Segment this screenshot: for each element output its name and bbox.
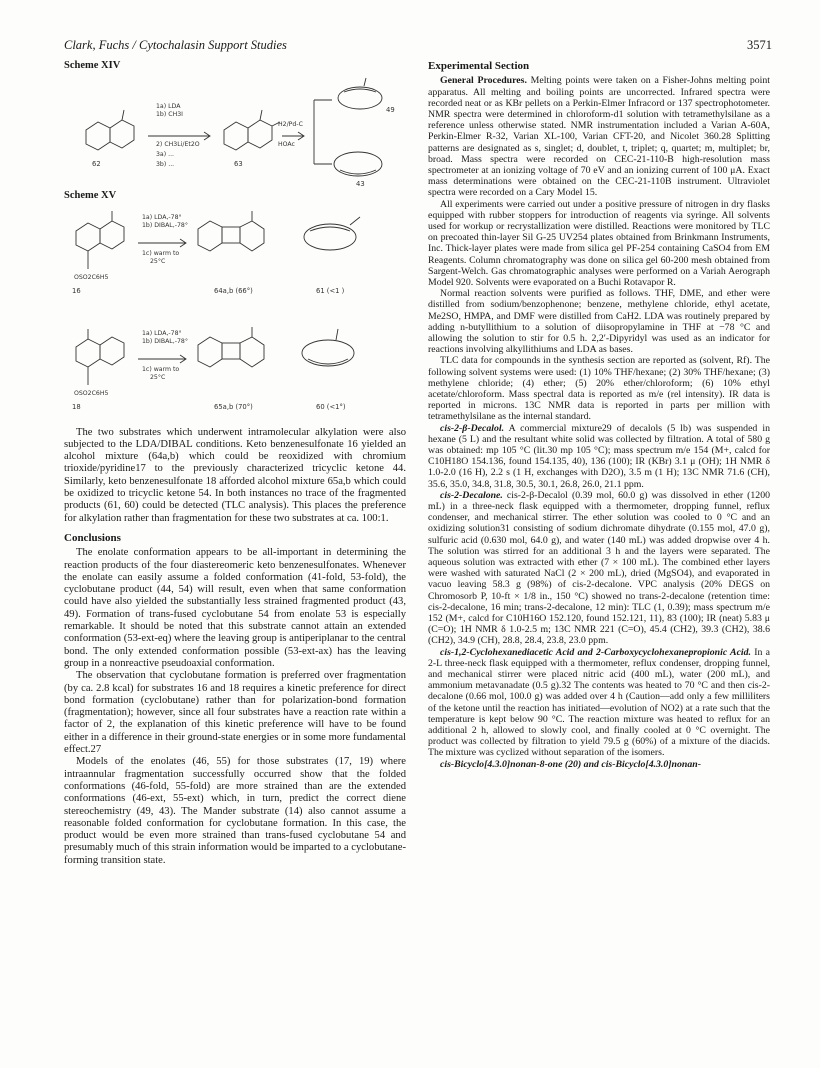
svg-text:2) CH3Li/Et2O: 2) CH3Li/Et2O [156, 141, 200, 149]
paragraph-conclusions-1: The enolate conformation appears to be all-important in determining the reaction products of the four diastereomeric keto benzenesulfonates. Whenever the enolate can easily assume a folded conformation (41-fold, 53-fold), the cyclobutane product (44, 54) will result, even when that same conformation could have also yielded the substantially less strained fragmented product (43, 49). Formation of trans-fused cyclobutane 54 from enolate 53 is especially remarkable. It should be noted that this substrate cannot attain an extended conformation (53-ext-eq) where the leaving group is antiperiplanar to the central bond. The only extended conformation possible (53-ext-ax) has the leaving group in a nonreactive pseudoaxial conformation. [64, 547, 406, 669]
left-body-text [64, 427, 406, 867]
general-procedures-head: General Procedures. [440, 75, 527, 87]
scheme-15-figure [64, 203, 406, 439]
s15-r1-reagent-4: 25°C [150, 257, 166, 265]
decalone-head: cis-2-Decalone. [440, 489, 503, 501]
svg-text:HOAc: HOAc [278, 141, 295, 149]
compound-18-label: 18 [72, 402, 81, 411]
paragraph-conclusions-2: The observation that cyclobutane formation is preferred over fragmentation (by ca. 2.8 kcal) for substrates 16 and 18 requires a kinetic preference for direct bond formation (cyclobutane) rather than for polarization-bond formation (fragmentation); however, since all four substrates have a reaction rate within a factor of 2, the explanation of this kinetic preference will have to be found either in a difference in their ground-state energies or in some more fundamental effect.27 [64, 670, 406, 756]
compound-63-label: 63 [234, 160, 243, 169]
diacetic-text: In a 2-L three-neck flask equipped with a thermometer, reflux condenser, dropping funnel, and mechanical stirrer were placed nitric acid (400 mL), water (200 mL), and ammonium metavanadate (0.5 g).32 The contents was heated to 70 °C and then cis-2-decalone (0.66 mol, 100.0 g) was added over 4 h (Caution—add only a few milliliters of the ketone until the reaction has initiated—evolution of NO2) at a rate such that the temperature is kept below 90 °C. The reaction mixture was heated to reflux for an additional 2 h, allowed to slowly cool, and finally cooled at 0 °C overnight. The product was collected by filtration to yield 79.5 g (60%) of a mixture of the diacids. The mixture was cyclized without separation of the isomers. [428, 646, 771, 759]
decalone-text: cis-2-β-Decalol (0.39 mol, 60.0 g) was dissolved in ether (1200 mL) in a three-neck flask equipped with a thermometer, dropping funnel, reflux condenser, and mechanical stirrer. The ether solution was cooled to 0 °C and an oxidizing solution31 consisting of sodium dichromate dihydrate (0.155 mol, 47.0 g), sulfuric acid (0.630 mol, 64.0 g), and water (140 mL) was added dropwise over 4 h. The solution was stirred for an additional 3 h and the layers were separated. The aqueous solution was extracted with ether (7 × 100 mL). The combined ether layers were washed with saturated NaCl (2 × 200 mL), dried (MgSO4), and evaporated in vacuo leaving 58.3 g (98%) of cis-2-decalone. VPC analysis (20% DEGS on Chromosorb P, 10-ft × 1/8 in., 150 °C) showed no trans-2-decalone (retention time: cis-2-decalone, 16 min; trans-2-decalone, 12 min): TLC (1, 0.39); mass spectrum m/e 152 (M+, calcd for C10H16O 152.120, found 152.121, 11), 83 (100); IR (neat) 5.83 μ (C=O); 1H NMR δ 1.0-2.5 m; 13C NMR 221 (C=O), 45.4 (CH2), 39.3 (CH2), 38.6 (CH2), 34.9 (CH), 28.8, 28.4, 23.8, 23.0 ppm. [428, 489, 770, 647]
compound-49-label: 49 [386, 106, 395, 115]
svg-text:1b) CH3I: 1b) CH3I [156, 111, 183, 119]
running-header [64, 38, 772, 54]
svg-text:H2/Pd-C: H2/Pd-C [278, 121, 303, 129]
paragraph-tlc: TLC data for compounds in the synthesis section are reported as (solvent, Rf). The following solvent systems were used: (1) 10% THF/hexane; (2) 30% THF/hexane; (3) methylene chloride; (4) ether; (5) 20% ether/chloroform; (6) 10% ethyl acetate/chloroform. Mass spectral data is reported as m/e (rel intensity). IR data is reported in microns. 13C NMR data is reported in parts per million with tetramethylsilane as the internal standard. [428, 355, 770, 423]
svg-text:1a) LDA: 1a) LDA [156, 103, 181, 111]
svg-text:3a) ...: 3a) ... [156, 151, 175, 159]
page-number: 3571 [747, 38, 772, 52]
general-procedures-text: Melting points were taken on a Fisher-Johns melting point apparatus. All melting and boiling points are uncorrected. Infrared spectra were recorded neat or as KBr pellets on a Perkin-Elmer Infracord or 137 spectrophotometer. NMR spectra were determined in chloroform-d1 solution with tetramethylsilane as a reference unless otherwise stated. NMR instrumentation included a Varian A-60A, Perkin-Elmer R-32, Varian XL-100, Varian CFT-20, and Nicolet 360.28 Splitting patterns are designated as s, singlet; d, doublet, t, triplet; q, quartet; m, multiplet; br, broad. Mass spectra were recorded on CEC-21-110-B high-resolution mass spectrometer at an ionizing voltage of 70 eV and an ionizing current of 100 μA. Exact mass determinations were obtained on the CEC-21-110B instrument. Ultraviolet spectra were recorded on a Cary Model 15. [428, 75, 770, 199]
compound-61-label: 61 (<1 ) [316, 286, 345, 295]
paragraph-atmosphere: All experiments were carried out under a positive pressure of nitrogen in dry flasks equipped with rubber stoppers for introduction of reagents via syringe. All solvents used for workup or recrystallization were distilled. Reactions were monitored by TLC on precoated thin-layer Sil G-25 UV254 plates obtained from Brinkmann Instruments, Inc. Thick-layer plates were made from silica gel PF-254 containing CaSO4 from EM Reagents. Column chromatography was done on silica gel 60-200 mesh obtained from Sargent-Welch. Gas chromatographic analyses were performed on a Variah Aerograph Model 920. Solvents were evaporated on a Buchi Rotavapor R. [428, 198, 770, 288]
scheme-14-label: Scheme XIV [64, 60, 121, 71]
s15-r2-reagent-2: 1b) DIBAL,-78° [142, 337, 188, 345]
s15-r2-reagent-4: 25°C [150, 373, 166, 381]
s15-r1-reagent-2: 1b) DIBAL,-78° [142, 221, 188, 229]
svg-text:3b) ...: 3b) ... [156, 161, 175, 169]
right-column [428, 60, 770, 770]
decalol-text: A commercial mixture29 of decalols (5 lb) was suspended in hexane (5 L) and the resultant white solid was collected by filtration. A total of 580 g was obtained: mp 105 °C (lit.30 mp 105 °C); mass spectrum m/e 154 (M+, calcd for C10H18O 154.136, found 154.135, 40), 136 (100); IR (KBr) 3.1 μ (OH); 1H NMR δ 1.0-2.0 (16 H), 2.2 s (1 H, exchanges with D2O), 3.5 m (1 H); 13C NMR 71.6 (CH), 35.6, 35.0, 34.8, 31.8, 30.5, 30.1, 26.8, 26.0, 21.1 ppm. [428, 422, 770, 490]
scheme-14-figure [64, 72, 406, 190]
running-title: Clark, Fuchs / Cytochalasin Support Studies [64, 38, 287, 52]
compound-64ab-label: 64a,b (66°) [214, 286, 253, 295]
s15-r2-substituent: OSO2C6H5 [74, 389, 109, 397]
compound-16-label: 16 [72, 286, 81, 295]
s15-r2-reagent-3: 1c) warm to [142, 365, 180, 373]
paragraph-ldadibal: The two substrates which underwent intramolecular alkylation were also subjected to the LDA/DIBAL conditions. Keto benzenesulfonate 16 yielded an alcohol mixture (64a,b) which could be reoxidized with chromium trioxide/pyridine17 to the previously characterized tricyclic ketone 44. Similarly, keto benzenesulfonate 18 afforded alcohol mixture 65a,b which could be oxidized to tricyclic ketone 54. In both instances no trace of the fragmented products (61, 60) could be detected (TLC analysis). This places the preference for alkylation rather than fragmentation for these two substrates at ca. 100:1. [64, 426, 406, 524]
s15-r1-reagent-3: 1c) warm to [142, 249, 180, 257]
compound-60-label: 60 (<1°) [316, 402, 346, 411]
left-column [64, 60, 406, 867]
decalol-head: cis-2-β-Decalol. [440, 422, 505, 434]
s15-r1-reagent-1: 1a) LDA,-78° [142, 213, 182, 221]
s15-r1-substituent: OSO2C6H5 [74, 273, 109, 281]
compound-43-label: 43 [356, 180, 365, 189]
scheme-15-label: Scheme XV [64, 190, 117, 202]
compound-65ab-label: 65a,b (70°) [214, 402, 253, 411]
experimental-heading: Experimental Section [428, 60, 530, 72]
conclusions-heading: Conclusions [64, 531, 121, 544]
paragraph-conclusions-3: Models of the enolates (46, 55) for those substrates (17, 19) where intraannular fragmentation successfully occurred show that the folded conformations (46-fold, 55-fold) are more strained than are the extended conformations (46-ext, 55-ext) which, in turn, predict the correct diene stereochemistry (49, 43). The Mander substrate (14) also cannot assume a reasonable folded conformation for cyclobutane formation. In this case, the product would be even more strained than trans-fused cyclobutane 54 and presumably much of this strain information would be imparted to a cyclobutane-forming transition state. [64, 756, 406, 866]
diacetic-head: cis-1,2-Cyclohexanediacetic Acid and 2-Carboxycyclohexanepropionic Acid. [440, 646, 751, 658]
s15-r2-reagent-1: 1a) LDA,-78° [142, 329, 182, 337]
bicyclononanone-head: cis-Bicyclo[4.3.0]nonan-8-one (20) and cis-Bicyclo[4.3.0]nonan- [440, 758, 701, 770]
compound-62-label: 62 [92, 160, 101, 169]
paragraph-solvents: Normal reaction solvents were purified as follows. THF, DME, and ether were distilled from sodium/benzophenone; benzene, methylene chloride, ethyl acetate, Me2SO, HMPA, and DMF were distilled from CaH2. LDA was routinely prepared by adding n-butyllithium to a solution of diisopropylamine in THF at −78 °C and allowing the solution to stir for 0.5 h. 2,2′-Dipyridyl was used as an indicator for reactions involving alkyllithiums and LDA as bases. [428, 288, 770, 356]
